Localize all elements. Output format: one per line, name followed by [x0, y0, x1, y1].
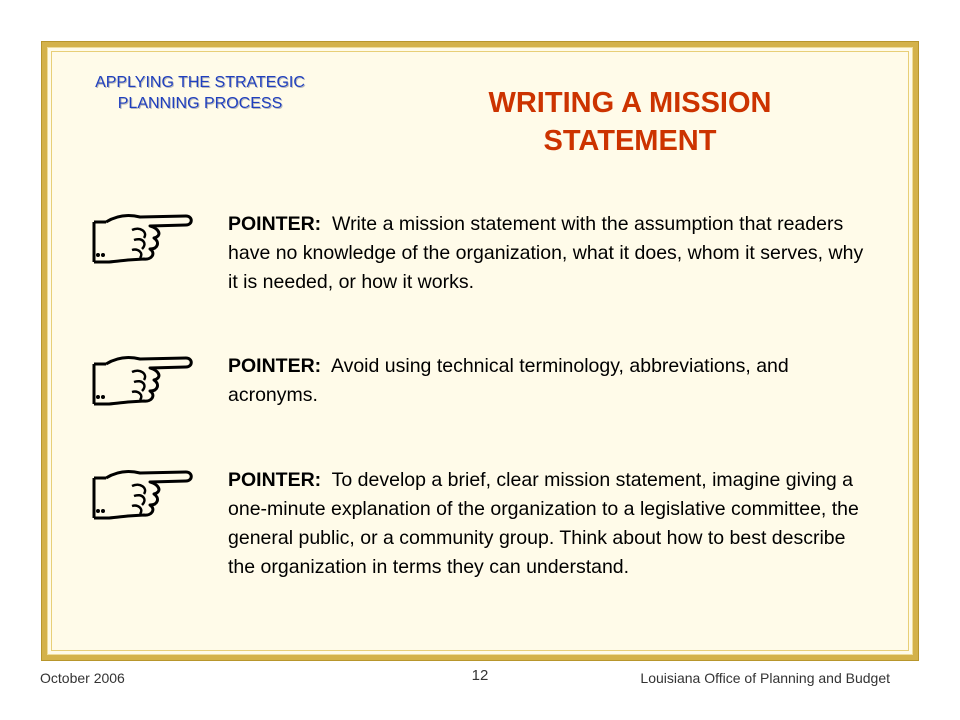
pointer-text: Write a mission statement with the assumption that readers have no knowledge of the organization, what it does, whom it serves, why it is needed, or how it works.: [228, 213, 864, 293]
footer-date: October 2006: [40, 670, 125, 686]
page-number: 12: [471, 667, 489, 684]
pointing-hand-icon: [88, 352, 194, 408]
pointer-label: POINTER:: [228, 469, 322, 491]
section-kicker: APPLYING THE STRATEGIC PLANNING PROCESS: [95, 74, 305, 112]
pointer-text: Avoid using technical terminology, abbreviations, and acronyms.: [228, 355, 789, 406]
footer-organization: Louisiana Office of Planning and Budget: [640, 670, 890, 686]
pointer-label: POINTER:: [228, 213, 322, 235]
slide-title: WRITING A MISSION STATEMENT: [488, 87, 772, 157]
pointing-hand-icon: [88, 210, 194, 266]
pointer-label: POINTER:: [228, 355, 322, 377]
pointing-hand-icon: [88, 466, 194, 522]
pointer-text: To develop a brief, clear mission statement, imagine giving a one-minute explanation of the organization to a legislative committee, the general public, or a community group. Think about how to best describe the organization in terms they can understand.: [228, 469, 859, 578]
